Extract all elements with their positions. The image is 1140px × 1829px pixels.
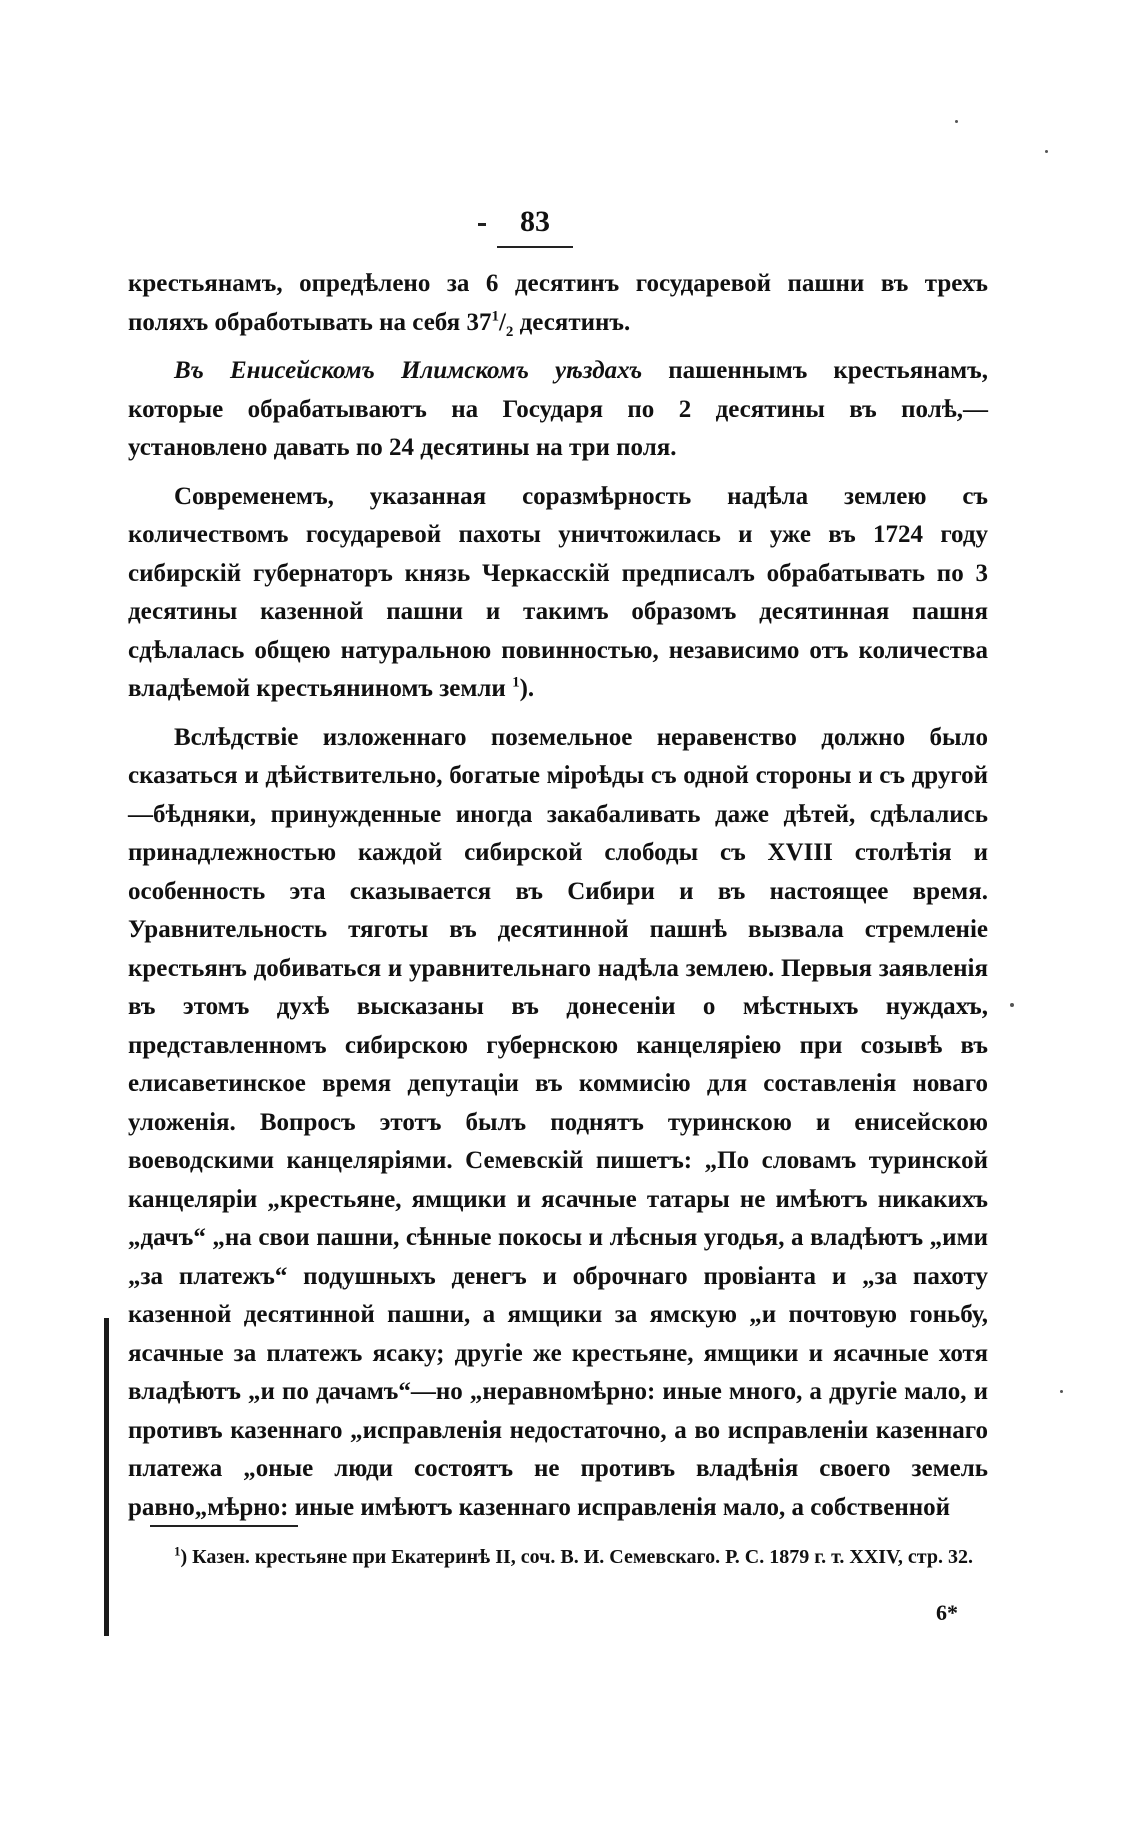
text-run: 2 — [505, 323, 514, 340]
text-run: Вслѣдствіе изложеннаго поземельное неравенство должно было сказаться и дѣйствительно, богатые міроѣды съ одной стороны и съ другой—бѣдняки, принужденные иногда закабаливать даже дѣтей, сдѣлались принадлежностью каждой сибирской слободы съ XVIII столѣтія и особенность эта сказывается въ Сибири и въ настоящее время. Уравнительность тяготы въ десятинной пашнѣ вызвала стремленіе крестьянъ добиваться и уравнительнаго надѣла землею. Первыя заявленія въ этомъ духѣ высказаны въ донесеніи о мѣстныхъ нуждахъ, представленномъ сибирскою губернскою канцеляріею при созывѣ въ елисаветинское время депутаціи въ коммисію для составленія новаго уложенія. Вопросъ этотъ былъ поднятъ туринскою и енисейскою воеводскими канцеляріями. Семевскій пишетъ: „По словамъ туринской канцеляріи „крестьяне, ямщики и ясачные татары не имѣютъ никакихъ „дачъ“ „на свои пашни, сѣнные покосы и лѣсныя угодья, а владѣютъ „ими „за платежъ“ подушныхъ денегъ и оброчнаго провіанта и „за пахоту казенной десятинной пашни, а ямщики за ямскую „и почтовую гоньбу, ясачные за платежъ ясаку; другіе же крестьяне, ямщики и ясачные хотя владѣютъ „и по дачамъ“—но „неравномѣрно: иные много, а другіе мало, и противъ казеннаго „исправленія недостаточно, а во исправленіи казеннаго платежа „оные люди состоятъ не противъ владѣнія своего земель равно„мѣрно: иные имѣютъ казеннаго исправленія мало, а собственной — [128, 723, 988, 1521]
text-run: Современемъ, указанная соразмѣрность надѣла землею съ количествомъ государевой пахоты уничтожилась и уже въ 1724 году сибирскій губернаторъ князь Черкасскій предписалъ обрабатывать по 3 десятины казенной пашни и такимъ образомъ десятинная пашня сдѣлалась общею натуральною повинностью, независимо отъ количества владѣемой крестьяниномъ земли — [128, 482, 988, 702]
footnote-rule — [150, 1525, 298, 1527]
footnote-marker: 1 — [174, 1543, 181, 1559]
scan-speck — [1060, 1390, 1063, 1393]
text-run: пашеннымъ крестьянамъ, которые обрабатываютъ на Государя по 2 десятины въ полѣ,— установлено давать по 24 десятины на три поля. — [128, 357, 988, 461]
header-rule — [497, 246, 573, 248]
footnote — [128, 1540, 988, 1574]
signature-mark: 6* — [936, 1600, 958, 1625]
scan-speck — [955, 120, 958, 123]
body-text — [128, 265, 988, 1527]
scan-speck — [1010, 1003, 1014, 1007]
body-paragraph — [128, 265, 988, 342]
text-run: / — [498, 308, 506, 336]
body-paragraph — [128, 719, 988, 1528]
text-run: ). — [519, 675, 535, 702]
text-run: десятинъ. — [513, 308, 631, 336]
body-paragraph — [128, 478, 988, 709]
binding-edge-shadow — [104, 1318, 109, 1636]
header-dash — [478, 223, 486, 226]
page-number: 83 — [520, 205, 550, 238]
scan-speck — [1045, 150, 1048, 153]
text-run: крестьянамъ, опредѣлено за 6 десятинъ государевой пашни въ трехъ поляхъ обработывать на себя 37 — [128, 270, 988, 336]
text-run: Въ Енисейскомъ Илимскомъ уѣздахъ — [174, 357, 643, 384]
body-paragraph — [128, 352, 988, 468]
footnote-text: ) Казен. крестьяне при Екатеринѣ II, соч. В. И. Семевскаго. Р. С. 1879 г. т. XXIV, стр. 32. — [180, 1546, 973, 1568]
text-run: 1 — [491, 308, 499, 325]
text-run: 1 — [512, 674, 520, 691]
